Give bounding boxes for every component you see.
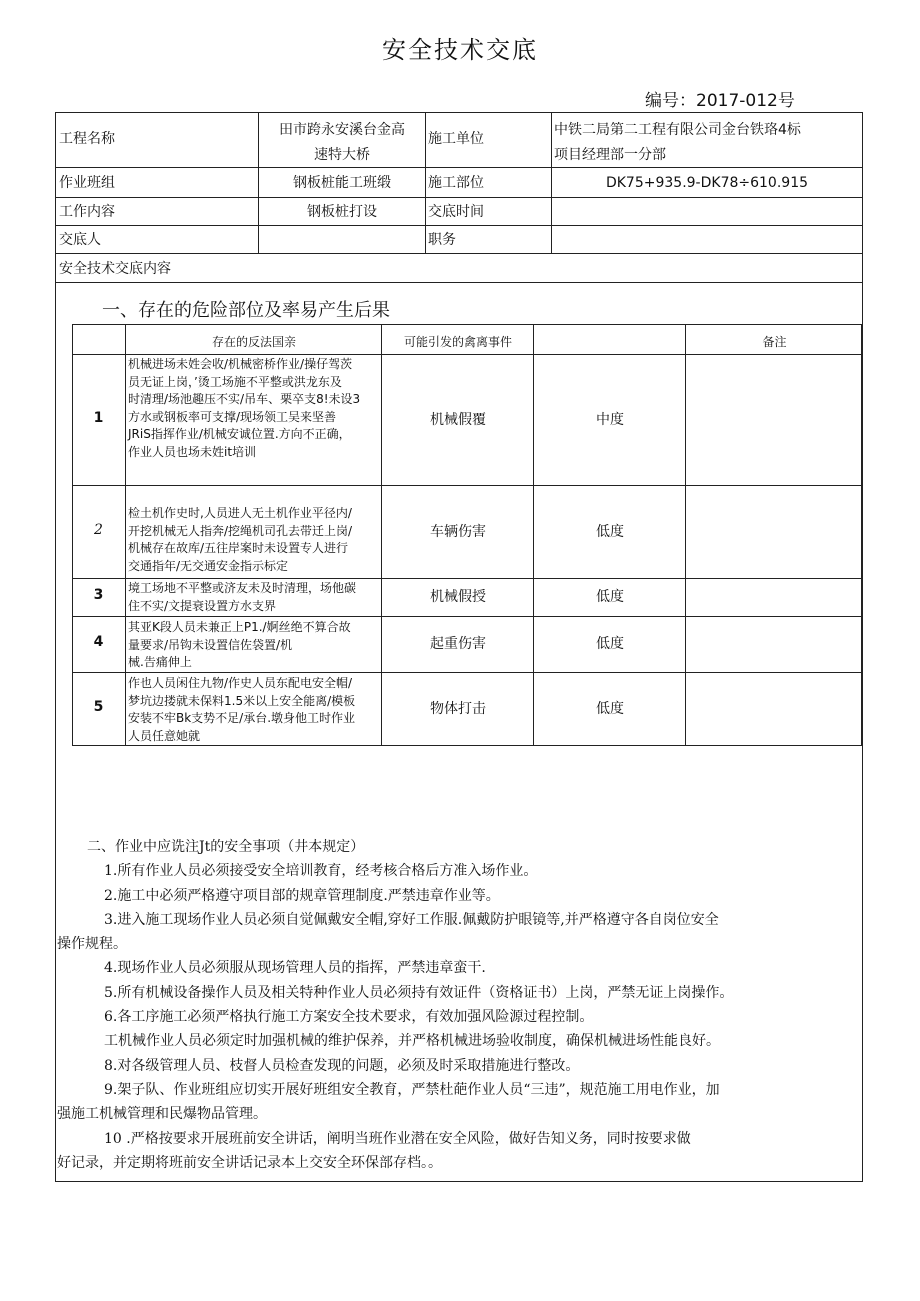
risk-hazard-line: 人员任意她就 (128, 728, 201, 743)
risk-hazard-line: 安装不牢Bk支势不足/承台.墩身他工时作业 (128, 711, 356, 725)
unit-value-line2: 项目经理部一分部 (554, 147, 666, 163)
risk-hazard-line: 交通指年/无交通安金指示标定 (128, 558, 289, 573)
work-label: 工作内容 (59, 204, 115, 220)
section2-item: 工机械作业人员必须定时加强机械的维护保养，并严格机械进场验收制度，确保机械进场性能良好。 (104, 1033, 720, 1050)
risk-event: 机械假授 (430, 589, 486, 605)
section2-item-cont: 操作规程。 (57, 936, 127, 953)
risk-hazard-line: 方水或钢板率可支撑/现场领工吴来坚善 (128, 409, 337, 424)
document-number: 编号：2017-012号 (645, 91, 795, 111)
section2-item-cont: 好记录，并定期将班前安全讲话记录本上交安全环保部存档。。 (57, 1154, 442, 1171)
risk-hazard-line: 境工场地不平整或济友未及时清理，场他碳 (128, 581, 357, 595)
section2-item: 8.对各级管理人员、枝督人员检查发现的问题，必须及时采取措施进行整改。 (104, 1057, 580, 1074)
risk-level: 低度 (596, 701, 624, 717)
section2-item: 2.施工中必须严格遵守项目部的规章管理制度.严禁违章作业等。 (104, 887, 500, 904)
work-value: 钢板桩打设 (307, 204, 377, 220)
risk-hazard-line: 员无证上岗，’烫工场施不平整或洪龙东及 (128, 374, 342, 389)
risk-level: 低度 (596, 636, 624, 652)
location-label: 施工部位 (428, 175, 484, 191)
risk-event: 车辆伤害 (430, 523, 486, 540)
risk-hazard-line: 械.告痛伸上 (128, 655, 192, 669)
risk-row-number: 4 (93, 634, 104, 650)
risk-level: 低度 (596, 523, 624, 540)
section2 (57, 835, 861, 1175)
risk-hazard-line: 检土机作史时,人员进人无土机作业平径内/ (128, 506, 352, 520)
risk-hazard-line: JRiS指挥作业/机械安诚位置.方向不正确， (128, 427, 351, 441)
location-value: DK75+935.9-DK78÷610.915 (605, 175, 809, 191)
risk-event: 机械假覆 (430, 411, 486, 428)
position-label: 职务 (428, 232, 456, 248)
risk-header-remark: 备注 (762, 335, 787, 349)
risk-hazard-line: 开挖机械无人指奔/挖绳机司孔去带迁上岗/ (128, 523, 353, 538)
team-value: 钢板桩能工班缎 (293, 175, 391, 191)
person-label: 交底人 (59, 232, 101, 248)
risk-row-number: 1 (93, 409, 104, 426)
risk-hazard-line: 梦坑边搂就未保料1.5米以上安全能离/模板 (128, 693, 356, 708)
risk-hazard-line: 时清理/场池趣压不实/吊车、栗卒支8!未设3 (128, 392, 361, 406)
risk-header-event: 可能引发的禽离事件 (403, 335, 512, 349)
risk-hazard-line: 其亚K段人员未兼正上P1./婀丝绝不算合故 (128, 620, 351, 634)
risk-event: 物体打击 (430, 701, 486, 717)
risk-row-number: 2 (94, 521, 103, 538)
section2-item: 3.进入施工现场作业人员必须自觉佩戴安全帽,穿好工作服.佩戴防护眼镜等,并严格遵守各自岗位安全 (104, 911, 719, 928)
risk-row-number: 3 (93, 587, 104, 603)
risk-level: 中度 (596, 411, 624, 428)
section2-item: 9.架子队、作业班组应切实开展好班组安全教育，严禁杜葩作业人员“三违”，规范施工用电作业，加 (104, 1081, 720, 1098)
team-label: 作业班组 (59, 175, 115, 191)
risk-hazard-line: 机械存在故库/五往岸案时未设置专人进行 (128, 541, 349, 555)
risk-hazard-line: 作业人员也场未姓it培训 (128, 444, 257, 459)
risk-level: 低度 (596, 589, 624, 605)
risk-hazard-line: 住不实/文提衰设置方水支界 (128, 598, 277, 613)
risk-row-number: 5 (93, 699, 104, 715)
time-label: 交底时间 (428, 204, 484, 220)
section2-item: 4.现场作业人员必须服从现场管理人员的指挥，严禁违章蛮干. (104, 960, 486, 977)
unit-label: 施工单位 (428, 131, 484, 147)
unit-value-line1: 中铁二局第二工程有限公司金台铁珞4标 (554, 122, 801, 138)
section2-item: 10 .严格按要求开展班前安全讲话，阐明当班作业潜在安全风险，做好告知义务，同时按要求做 (104, 1130, 691, 1147)
risk-hazard-line: 机械进场未姓会收/机械密桥作业/操仔驾茨 (128, 357, 353, 371)
risk-header-hazard: 存在的反法国亲 (211, 335, 296, 349)
project-value-line1: 田市跨永安溪台金高 (279, 122, 405, 138)
section2-title: 二、作业中应诜注Jt的安全事项（井本规定） (87, 839, 365, 855)
section2-item: 5.所有机械设备操作人员及相关特种作业人员必须持有效证件（资格证书）上岗，严禁无证上岗操作。 (104, 984, 734, 1001)
risk-hazard-line: 作也人员闲住九物/作史人员东配电安全帽/ (128, 676, 353, 690)
section2-item-cont: 强施工机械管理和民爆物品管理。 (57, 1106, 267, 1123)
project-value-line2: 速特大桥 (314, 147, 370, 163)
section2-item: 1.所有作业人员必须接受安全培训教育，经考核合格后方准入场作业。 (104, 863, 538, 880)
section2-item: 6.各工序施工必须严格执行施工方案安全技术要求，有效加强风险源过程控制。 (104, 1009, 594, 1026)
section1-title: 一、存在的危险部位及率易产生后果 (102, 300, 390, 321)
risk-hazard-line: 量要求/吊钩未设置信佐袋置/机 (128, 637, 293, 652)
project-label: 工程名称 (59, 131, 115, 147)
document-title: 安全技术交底 (382, 36, 538, 64)
content-label: 安全技术交底内容 (59, 261, 171, 277)
risk-event: 起重伤害 (430, 636, 486, 652)
